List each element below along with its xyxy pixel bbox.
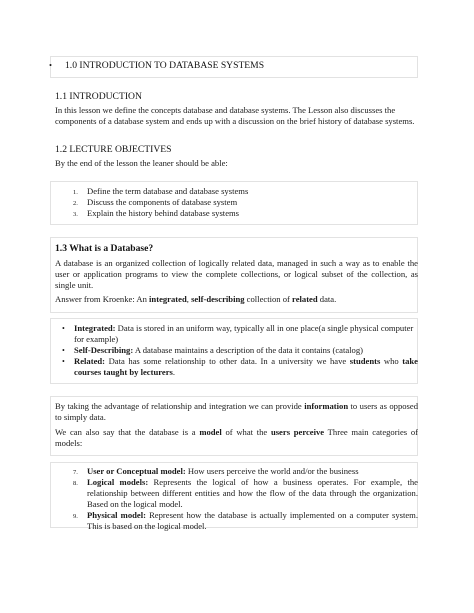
list-item: • Related: Data has some relationship to other data. In a university we have students who take courses taught by lecturers.: [62, 356, 418, 377]
kroenke-answer: Answer from Kroenke: An integrated, self-describing collection of related data.: [55, 294, 337, 304]
list-item: • Integrated: Data is stored in an uniform way, typically all in one place(a single physical computer for example): [62, 323, 414, 344]
list-item: • Self-Describing: A database maintains a description of the data it contains (catalog): [62, 345, 364, 355]
list-item: 2. Discuss the components of database system: [73, 197, 238, 207]
intro-text: In this lesson we define the concepts database and database systems. The Lesson also discusses the components of a database system and ends up with a discussion on the brief history of database systems.: [55, 105, 415, 126]
intro-heading: 1.1 INTRODUCTION: [55, 91, 142, 102]
objectives-heading: 1.2 LECTURE OBJECTIVES: [55, 144, 172, 155]
objectives-section: [55, 144, 418, 169]
list-item: 1. Define the term database and database systems: [73, 186, 249, 196]
relation-text: By taking the advantage of relationship and integration we can provide information to users as opposed to simply data.: [55, 401, 418, 422]
page-title: 1.0 INTRODUCTION TO DATABASE SYSTEMS: [65, 60, 265, 71]
models-list: [55, 466, 418, 532]
what-text: A database is an organized collection of logically related data, managed in such a way as to enable the user or application programs to view the complete collections, or logical subset of the collection, as single unit.: [55, 258, 418, 290]
list-item: 3. Explain the history behind database systems: [73, 208, 240, 218]
objectives-text: By the end of the lesson the leaner should be able:: [55, 158, 228, 168]
list-item: 8. Logical models: Represents the logical of how a business operates. For example, the relationship between different entities and how the flow of the data through the organization. Based on the logical model.: [73, 477, 418, 509]
model-text: We can also say that the database is a model of what the users perceive Three main categories of models:: [55, 427, 418, 448]
relation-section: [55, 401, 418, 449]
list-item: 9. Physical model: Represent how the database is actually implemented on a computer system. This is based on the logical model.: [73, 510, 418, 531]
bullet-list: [55, 323, 418, 378]
what-section: [55, 243, 418, 305]
objectives-list: [55, 186, 418, 219]
list-item: 7. User or Conceptual model: How users perceive the world and/or the business: [73, 466, 359, 476]
title-bullet: •: [49, 60, 53, 70]
intro-section: [55, 91, 418, 127]
what-heading: 1.3 What is a Database?: [55, 243, 154, 254]
